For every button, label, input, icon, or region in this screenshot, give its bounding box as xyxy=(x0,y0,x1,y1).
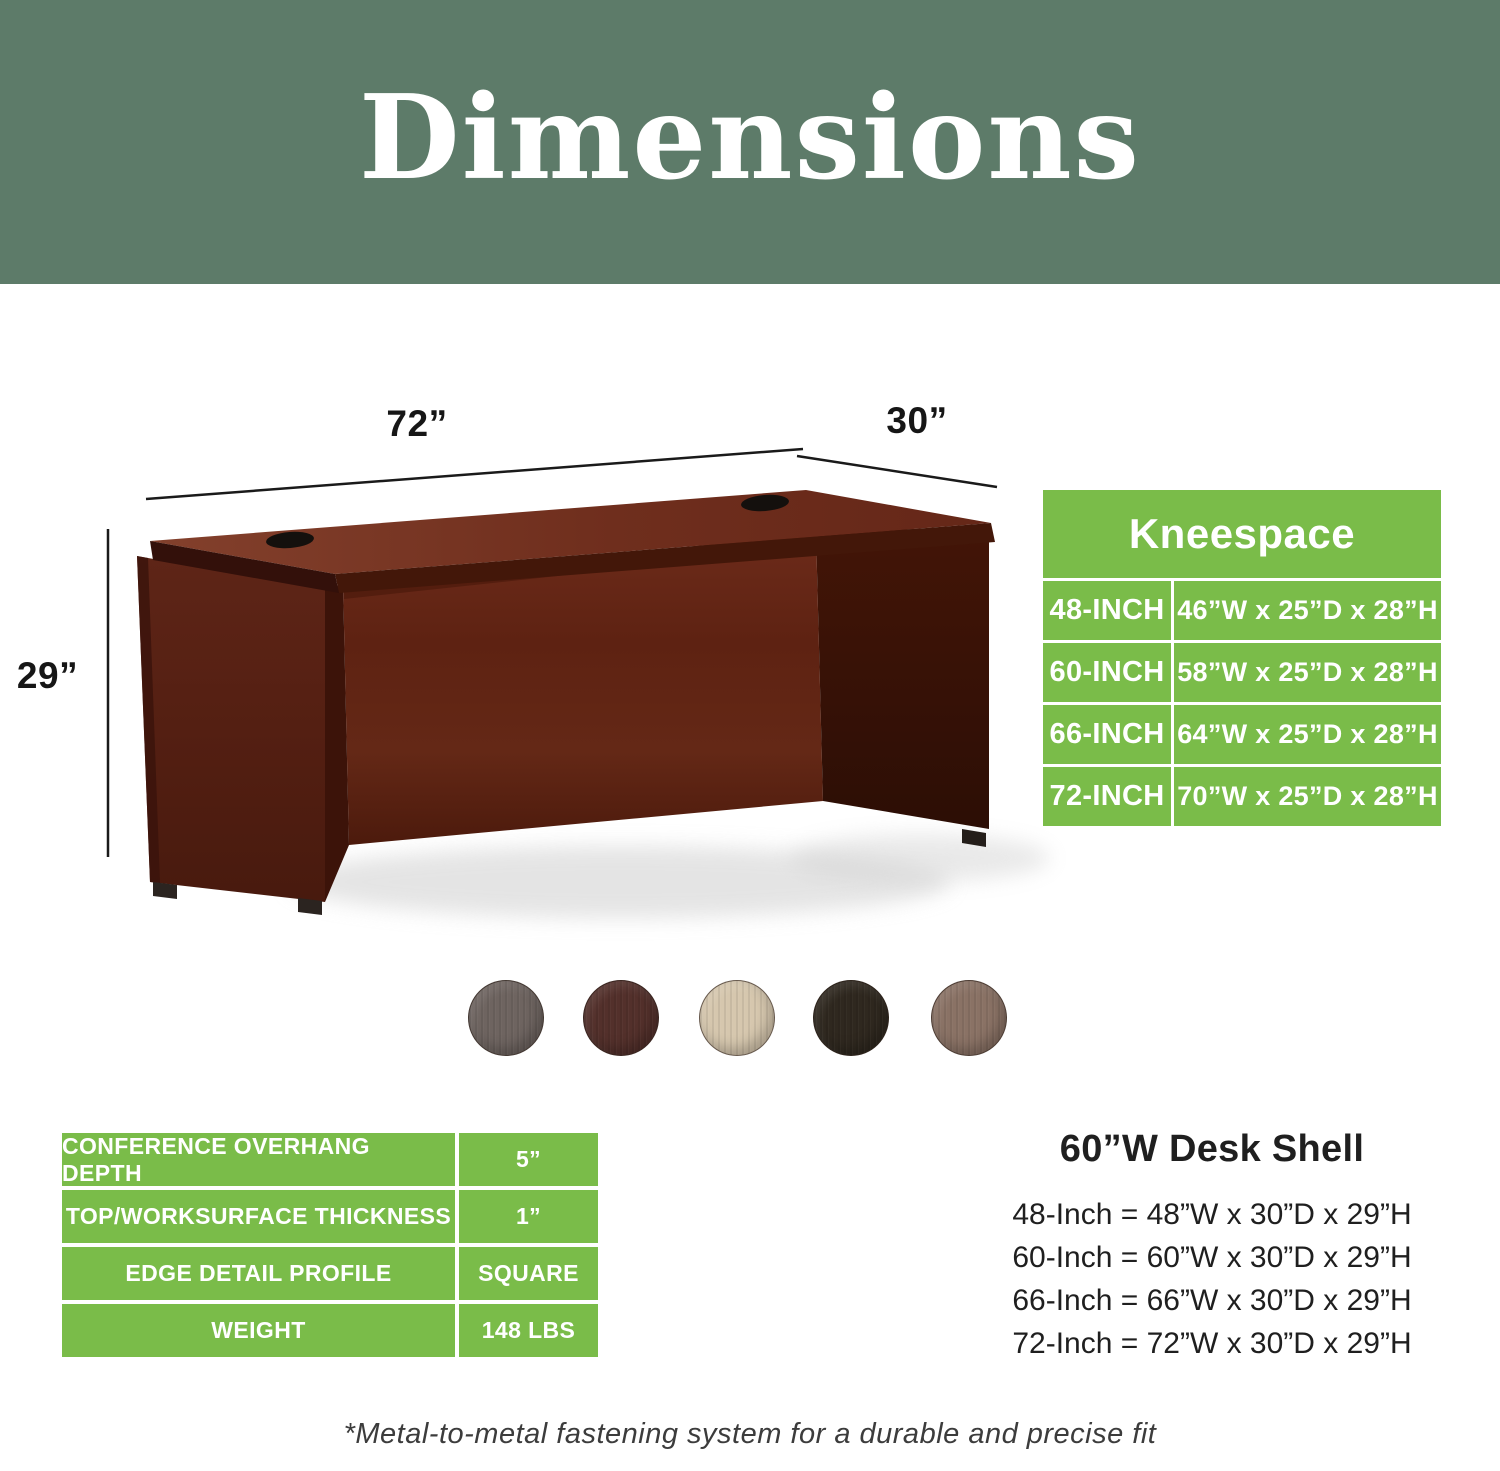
size-line-48: 48-Inch = 48”W x 30”D x 29”H xyxy=(1012,1198,1412,1231)
desk-modesty-panel xyxy=(325,533,823,902)
finish-swatch-dark-mahogany xyxy=(583,980,659,1056)
kneespace-size-72: 72-INCH xyxy=(1043,767,1171,826)
kneespace-table-title: Kneespace xyxy=(1043,490,1441,578)
kneespace-dims-60: 58”W x 25”D x 28”H xyxy=(1174,643,1441,702)
finish-swatch-espresso xyxy=(813,980,889,1056)
kneespace-dims-48: 46”W x 25”D x 28”H xyxy=(1174,581,1441,640)
desk-top xyxy=(150,490,995,593)
dimension-line-depth xyxy=(797,456,997,487)
title-banner xyxy=(0,0,1500,284)
spec-label-weight: WEIGHT xyxy=(62,1304,455,1357)
depth-dimension-label: 30” xyxy=(886,400,948,441)
spec-value-thickness: 1” xyxy=(459,1190,598,1243)
size-line-60: 60-Inch = 60”W x 30”D x 29”H xyxy=(1012,1241,1412,1274)
kneespace-dims-72: 70”W x 25”D x 28”H xyxy=(1174,767,1441,826)
kneespace-size-48: 48-INCH xyxy=(1043,581,1171,640)
kneespace-dims-66: 64”W x 25”D x 28”H xyxy=(1174,705,1441,764)
grommet-hole-right xyxy=(740,493,789,513)
size-list-title: 60”W Desk Shell xyxy=(1059,1128,1365,1170)
size-list xyxy=(998,1128,1426,1365)
dimension-line-width xyxy=(146,449,803,499)
kneespace-table xyxy=(1043,490,1441,826)
kneespace-size-66: 66-INCH xyxy=(1043,705,1171,764)
desk-floor-shadow xyxy=(290,834,1050,918)
finish-swatch-gray-wood xyxy=(468,980,544,1056)
finish-swatch-light-ash xyxy=(699,980,775,1056)
desk-left-panel xyxy=(137,556,325,915)
footnote: *Metal-to-metal fastening system for a durable and precise fit xyxy=(343,1418,1157,1450)
desk-right-panel xyxy=(816,526,989,847)
spec-label-thickness: TOP/WORKSURFACE THICKNESS xyxy=(62,1190,455,1243)
kneespace-size-60: 60-INCH xyxy=(1043,643,1171,702)
page-title: Dimensions xyxy=(359,70,1141,206)
size-line-66: 66-Inch = 66”W x 30”D x 29”H xyxy=(1012,1284,1412,1317)
spec-label-edge: EDGE DETAIL PROFILE xyxy=(62,1247,455,1300)
dimension-lines xyxy=(108,449,997,857)
finish-swatch-walnut-brown xyxy=(931,980,1007,1056)
grommet-hole-left xyxy=(265,530,314,550)
width-dimension-label: 72” xyxy=(386,403,448,444)
spec-table xyxy=(62,1133,598,1357)
spec-label-overhang: CONFERENCE OVERHANG DEPTH xyxy=(62,1133,455,1186)
height-dimension-label: 29” xyxy=(16,655,79,696)
size-line-72: 72-Inch = 72”W x 30”D x 29”H xyxy=(1012,1327,1412,1360)
spec-value-weight: 148 LBS xyxy=(459,1304,598,1357)
spec-value-overhang: 5” xyxy=(459,1133,598,1186)
spec-value-edge: SQUARE xyxy=(459,1247,598,1300)
